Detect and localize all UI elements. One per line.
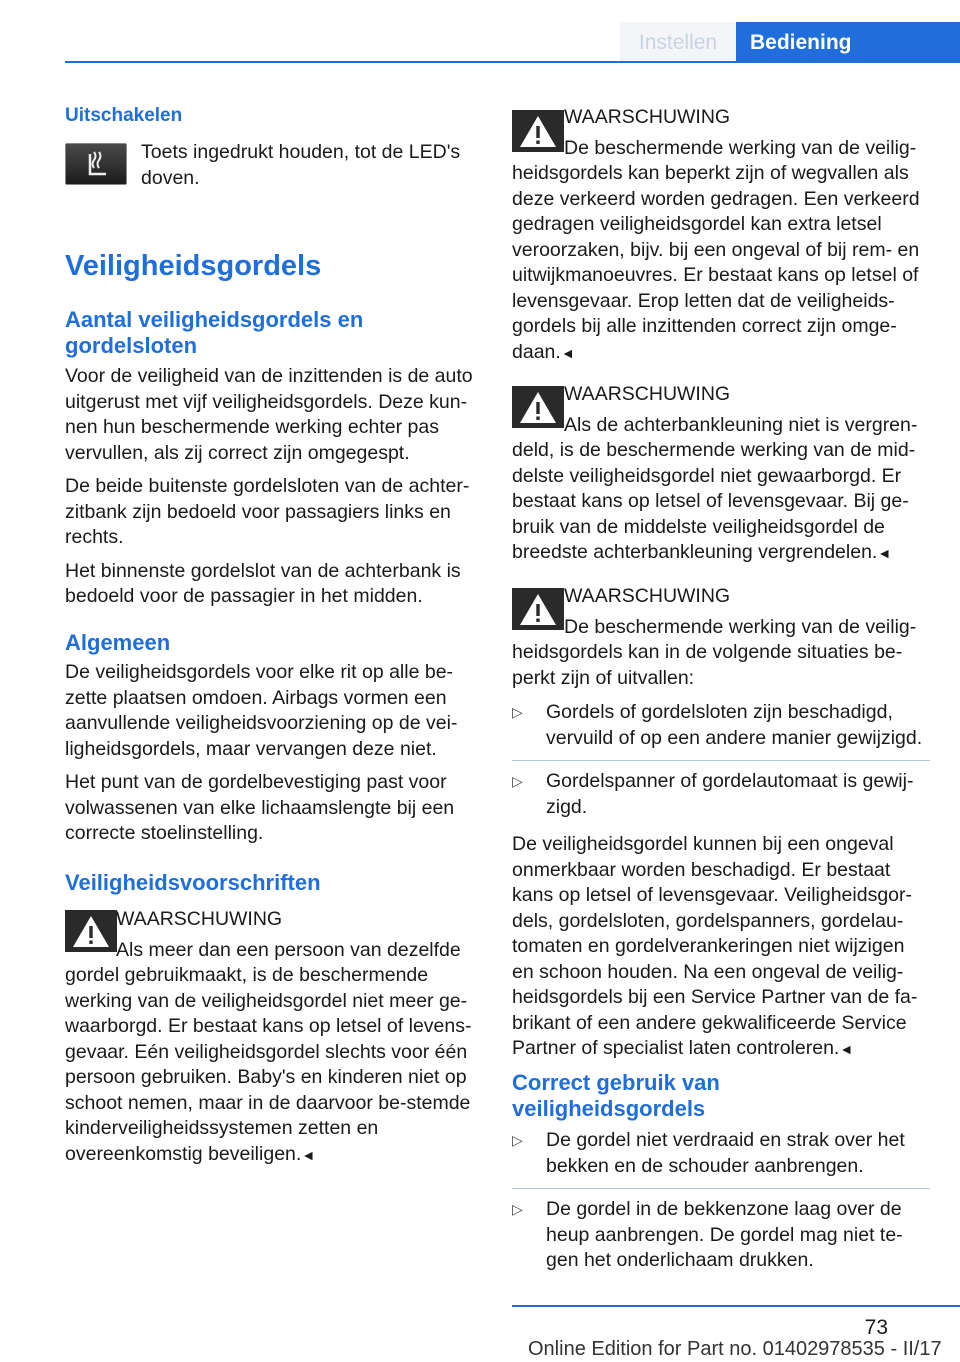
header-rule [65,61,960,63]
correct-heading: Correct gebruik van veiligheidsgordels [512,1070,720,1121]
warning-text: De beschermende werking van de veilig- [564,615,917,638]
tab-bediening[interactable]: Bediening [736,22,960,62]
uitschakelen-text: Toets ingedrukt houden, tot de LED's doven. [141,141,461,189]
warning-text: gordel gebruikmaakt, is de beschermende werking van de veiligheidsgordel niet meer ge-waarborgd. Er bestaat kans op letsel of levens-gevaar. Eén veiligheidsgordel slechts voor één persoon gebruiken. Baby's en kinderen niet op schoot nemen, maar in de daarvoor be-stemde kinderveiligheidssystemen zetten en overeenkomstig beveiligen.◄ [65,964,472,1165]
paragraph: De veiligheidsgordels voor elke rit op alle be-zette plaatsen omdoen. Airbags vormen een aanvullende veiligheidsvoorziening op de vei-ligheidsgordels, maar vervangen deze niet. [65,661,458,760]
footer-rule [512,1305,960,1307]
list-item: ▷ De gordel in de bekkenzone laag over de heup aanbrengen. De gordel mag niet te-gen het onderlichaam drukken. [512,1198,903,1271]
section-title: Veiligheidsgordels [65,250,322,282]
voorschriften-heading: Veiligheidsvoorschriften [65,870,321,895]
algemeen-heading: Algemeen [65,630,171,655]
edition-footer: Online Edition for Part no. 01402978535 - II/17 [528,1338,942,1360]
paragraph: Voor de veiligheid van de inzittenden is de auto uitgerust met vijf veiligheidsgordels. Deze kun-nen hun beschermende werking echter pas vervullen, als zij correct zijn omgegespt. [65,365,473,464]
end-mark-icon: ◄ [560,344,575,361]
end-mark-icon: ◄ [877,545,892,561]
warning-icon [65,910,117,952]
warning-list [512,700,930,820]
warning-icon [512,588,564,630]
warning-text: deld, is de beschermende werking van de mid-delste veiligheidsgordel niet gewaarborgd. Er bestaat kans op letsel of levensgevaar. Bij ge-bruik van de middelste veiligheidsgordel de breedste achterbankleuning vergrendelen.◄ [512,439,916,563]
end-mark-icon: ◄ [301,1146,316,1163]
header [0,0,960,62]
bullet-icon: ▷ [512,704,523,720]
warning-text: Als meer dan een persoon van dezelfde [116,938,461,961]
bullet-icon: ▷ [512,1201,523,1217]
warning-text: heidsgordels kan in de volgende situaties be-perkt zijn of uitvallen: [512,641,903,689]
list-divider [512,1188,930,1189]
end-mark-icon: ◄ [839,1041,854,1057]
uitschakelen-heading: Uitschakelen [65,105,183,126]
warning-label: WAARSCHUWING [564,585,731,607]
warning-text: heidsgordels kan beperkt zijn of wegvallen als deze verkeerd worden gedragen. Een verkeerd gedragen veiligheidsgordel kan extra letsel veroorzaken, bijv. bij een ongeval of bij rem- en uitwijkmanoeuvres. Er bestaat kans op letsel of levensgevaar. Erop letten dat de veiligheids-gordels bij alle inzittenden correct zijn omge-daan.◄ [512,162,920,363]
warning-label: WAARSCHUWING [564,383,731,405]
paragraph: Het binnenste gordelslot van de achterbank is bedoeld voor de passagier in het midden. [65,559,461,607]
list-item: ▷ De gordel niet verdraaid en strak over het bekken en de schouder aanbrengen. [512,1129,905,1177]
correct-list [512,1128,930,1274]
seat-heating-button-icon [65,143,127,185]
bullet-icon: ▷ [512,1132,523,1148]
paragraph: De beide buitenste gordelsloten van de achter-zitbank zijn bedoeld voor passagiers links en rechts. [65,475,470,548]
list-divider [512,760,930,761]
paragraph: Het punt van de gordelbevestiging past voor volwassenen van elke lichaamslengte bij een correcte stoelinstelling. [65,771,455,844]
warning-text: De veiligheidsgordel kunnen bij een ongeval onmerkbaar worden beschadigd. Er bestaat kans op letsel of levensgevaar. Veiligheidsgor-dels, gordelsloten, gordelspanners, gordelau-tomaten en gordelverankeringen niet wijzigen en schoon houden. Na een ongeval de veilig-heidsgordels bij een Service Partner van de fa-brikant of een andere gekwalificeerde Service Partner of specialist laten controleren.◄ [512,833,918,1059]
list-item: ▷ Gordels of gordelsloten zijn beschadigd, vervuild of op een andere manier gewijzigd. [512,701,923,749]
warning-icon [512,386,564,428]
list-item: ▷ Gordelspanner of gordelautomaat is gewij-zigd. [512,770,914,818]
subsection-title: Aantal veiligheidsgordels en gordelsloten [65,307,364,358]
warning-label: WAARSCHUWING [116,908,283,930]
bullet-icon: ▷ [512,773,523,789]
page-number: 73 [864,1316,888,1339]
warning-icon [512,110,564,152]
warning-text: Als de achterbankleuning niet is vergren- [564,413,918,436]
tab-instellen[interactable]: Instellen [620,22,736,62]
warning-text: De beschermende werking van de veilig- [564,136,917,159]
warning-label: WAARSCHUWING [564,106,731,128]
